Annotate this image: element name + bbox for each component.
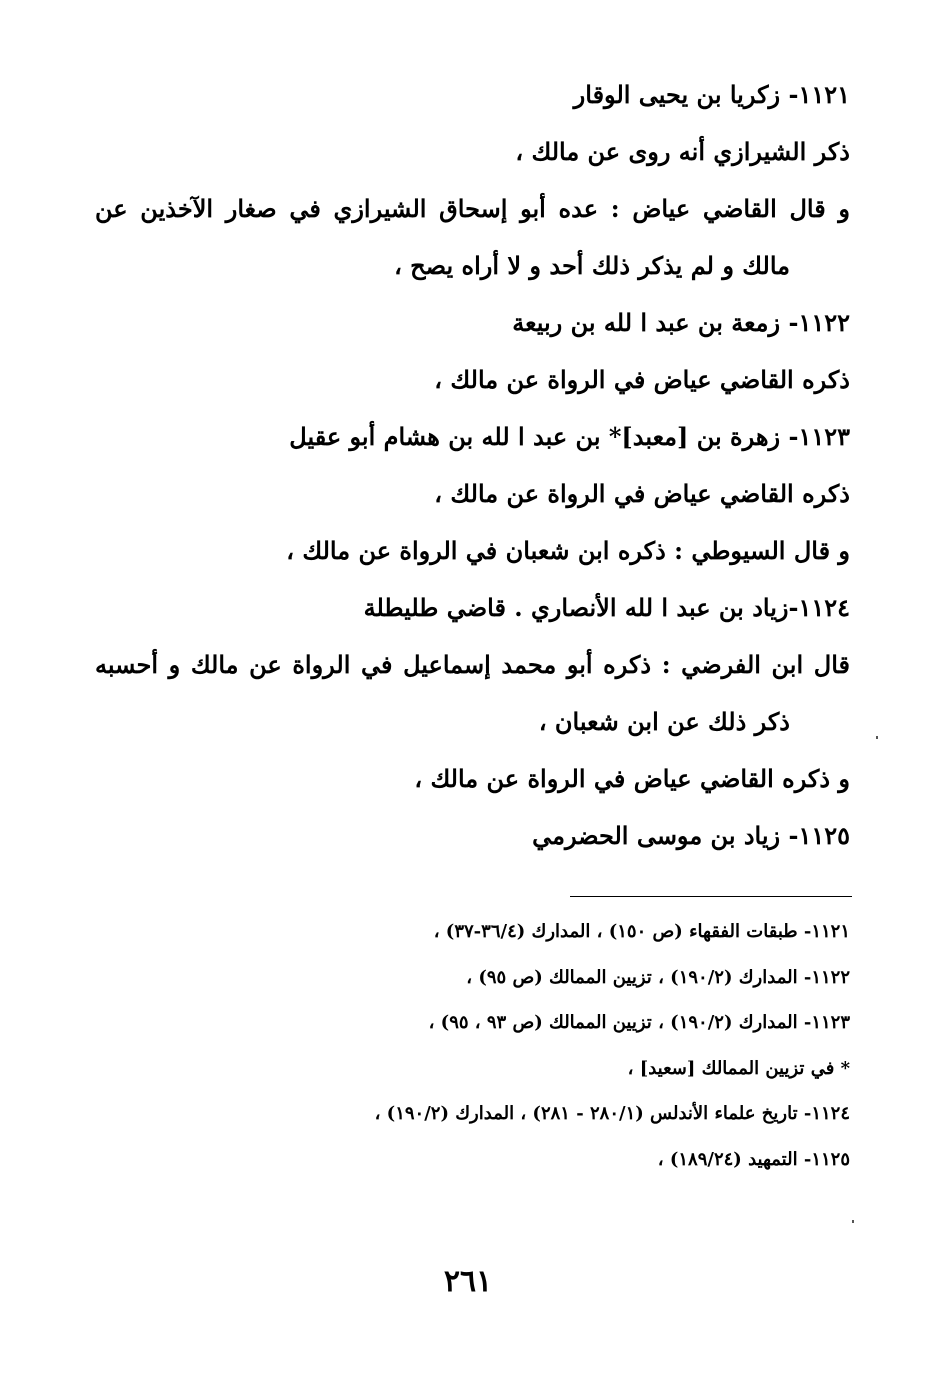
text-line: ذكره القاضي عياض في الرواة عن مالك ، [434,365,850,394]
entry-heading-1122: ١١٢٢- زمعة بن عبد ا لله بن ربيعة [512,308,850,337]
text-line: ذكر ذلك عن ابن شعبان ، [538,707,790,736]
main-text [95,66,850,864]
entry-heading-1125: ١١٢٥- زياد بن موسى الحضرمي [532,821,850,850]
footnote-1125: ١١٢٥- التمهيد (١٨٩/٢٤) ، [657,1148,850,1170]
page-number: ٢٦١ [443,1264,493,1299]
text-line: و ذكره القاضي عياض في الرواة عن مالك ، [414,764,850,793]
text-line: قال ابن الفرضي : ذكره أبو محمد إسماعيل في الرواة عن مالك و أحسبه [95,650,850,679]
scan-speck [852,1220,854,1223]
footnote-asterisk: * في تزيين الممالك [سعيد] ، [627,1057,850,1079]
footnote-divider [570,896,852,897]
footnotes [185,909,850,1182]
footnote-1124: ١١٢٤- تاريخ علماء الأندلس (٢٨٠/١ - ٢٨١) ، المدارك (١٩٠/٢) ، [374,1103,850,1124]
scan-speck [876,736,878,739]
entry-heading-1123: ١١٢٣- زهرة بن [معبد]* بن عبد ا لله بن هشام أبو عقيل [289,422,850,451]
text-line: و قال السيوطي : ذكره ابن شعبان في الرواة عن مالك ، [286,536,850,565]
footnote-1121: ١١٢١- طبقات الفقهاء (ص ١٥٠) ، المدارك (٣٦/٤-٣٧) ، [433,921,850,942]
text-line: ذكر الشيرازي أنه روى عن مالك ، [515,137,850,166]
footnote-1123: ١١٢٣- المدارك (١٩٠/٢) ، تزيين الممالك (ص ٩٣ ، ٩٥) ، [428,1012,850,1033]
entry-heading-1124: ١١٢٤-زياد بن عبد ا لله الأنصاري . قاضي طليطلة [363,593,850,622]
text-line: مالك و لم يذكر ذلك أحد و لا أراه يصح ، [394,251,790,280]
footnote-1122: ١١٢٢- المدارك (١٩٠/٢) ، تزيين الممالك (ص ٩٥) ، [466,966,850,988]
entry-heading-1121: ١١٢١- زكريا بن يحيى الوقار [573,80,850,109]
text-line: ذكره القاضي عياض في الرواة عن مالك ، [434,479,850,508]
text-line: و قال القاضي عياض : عده أبو إسحاق الشيرازي في صغار الآخذين عن [95,194,850,223]
